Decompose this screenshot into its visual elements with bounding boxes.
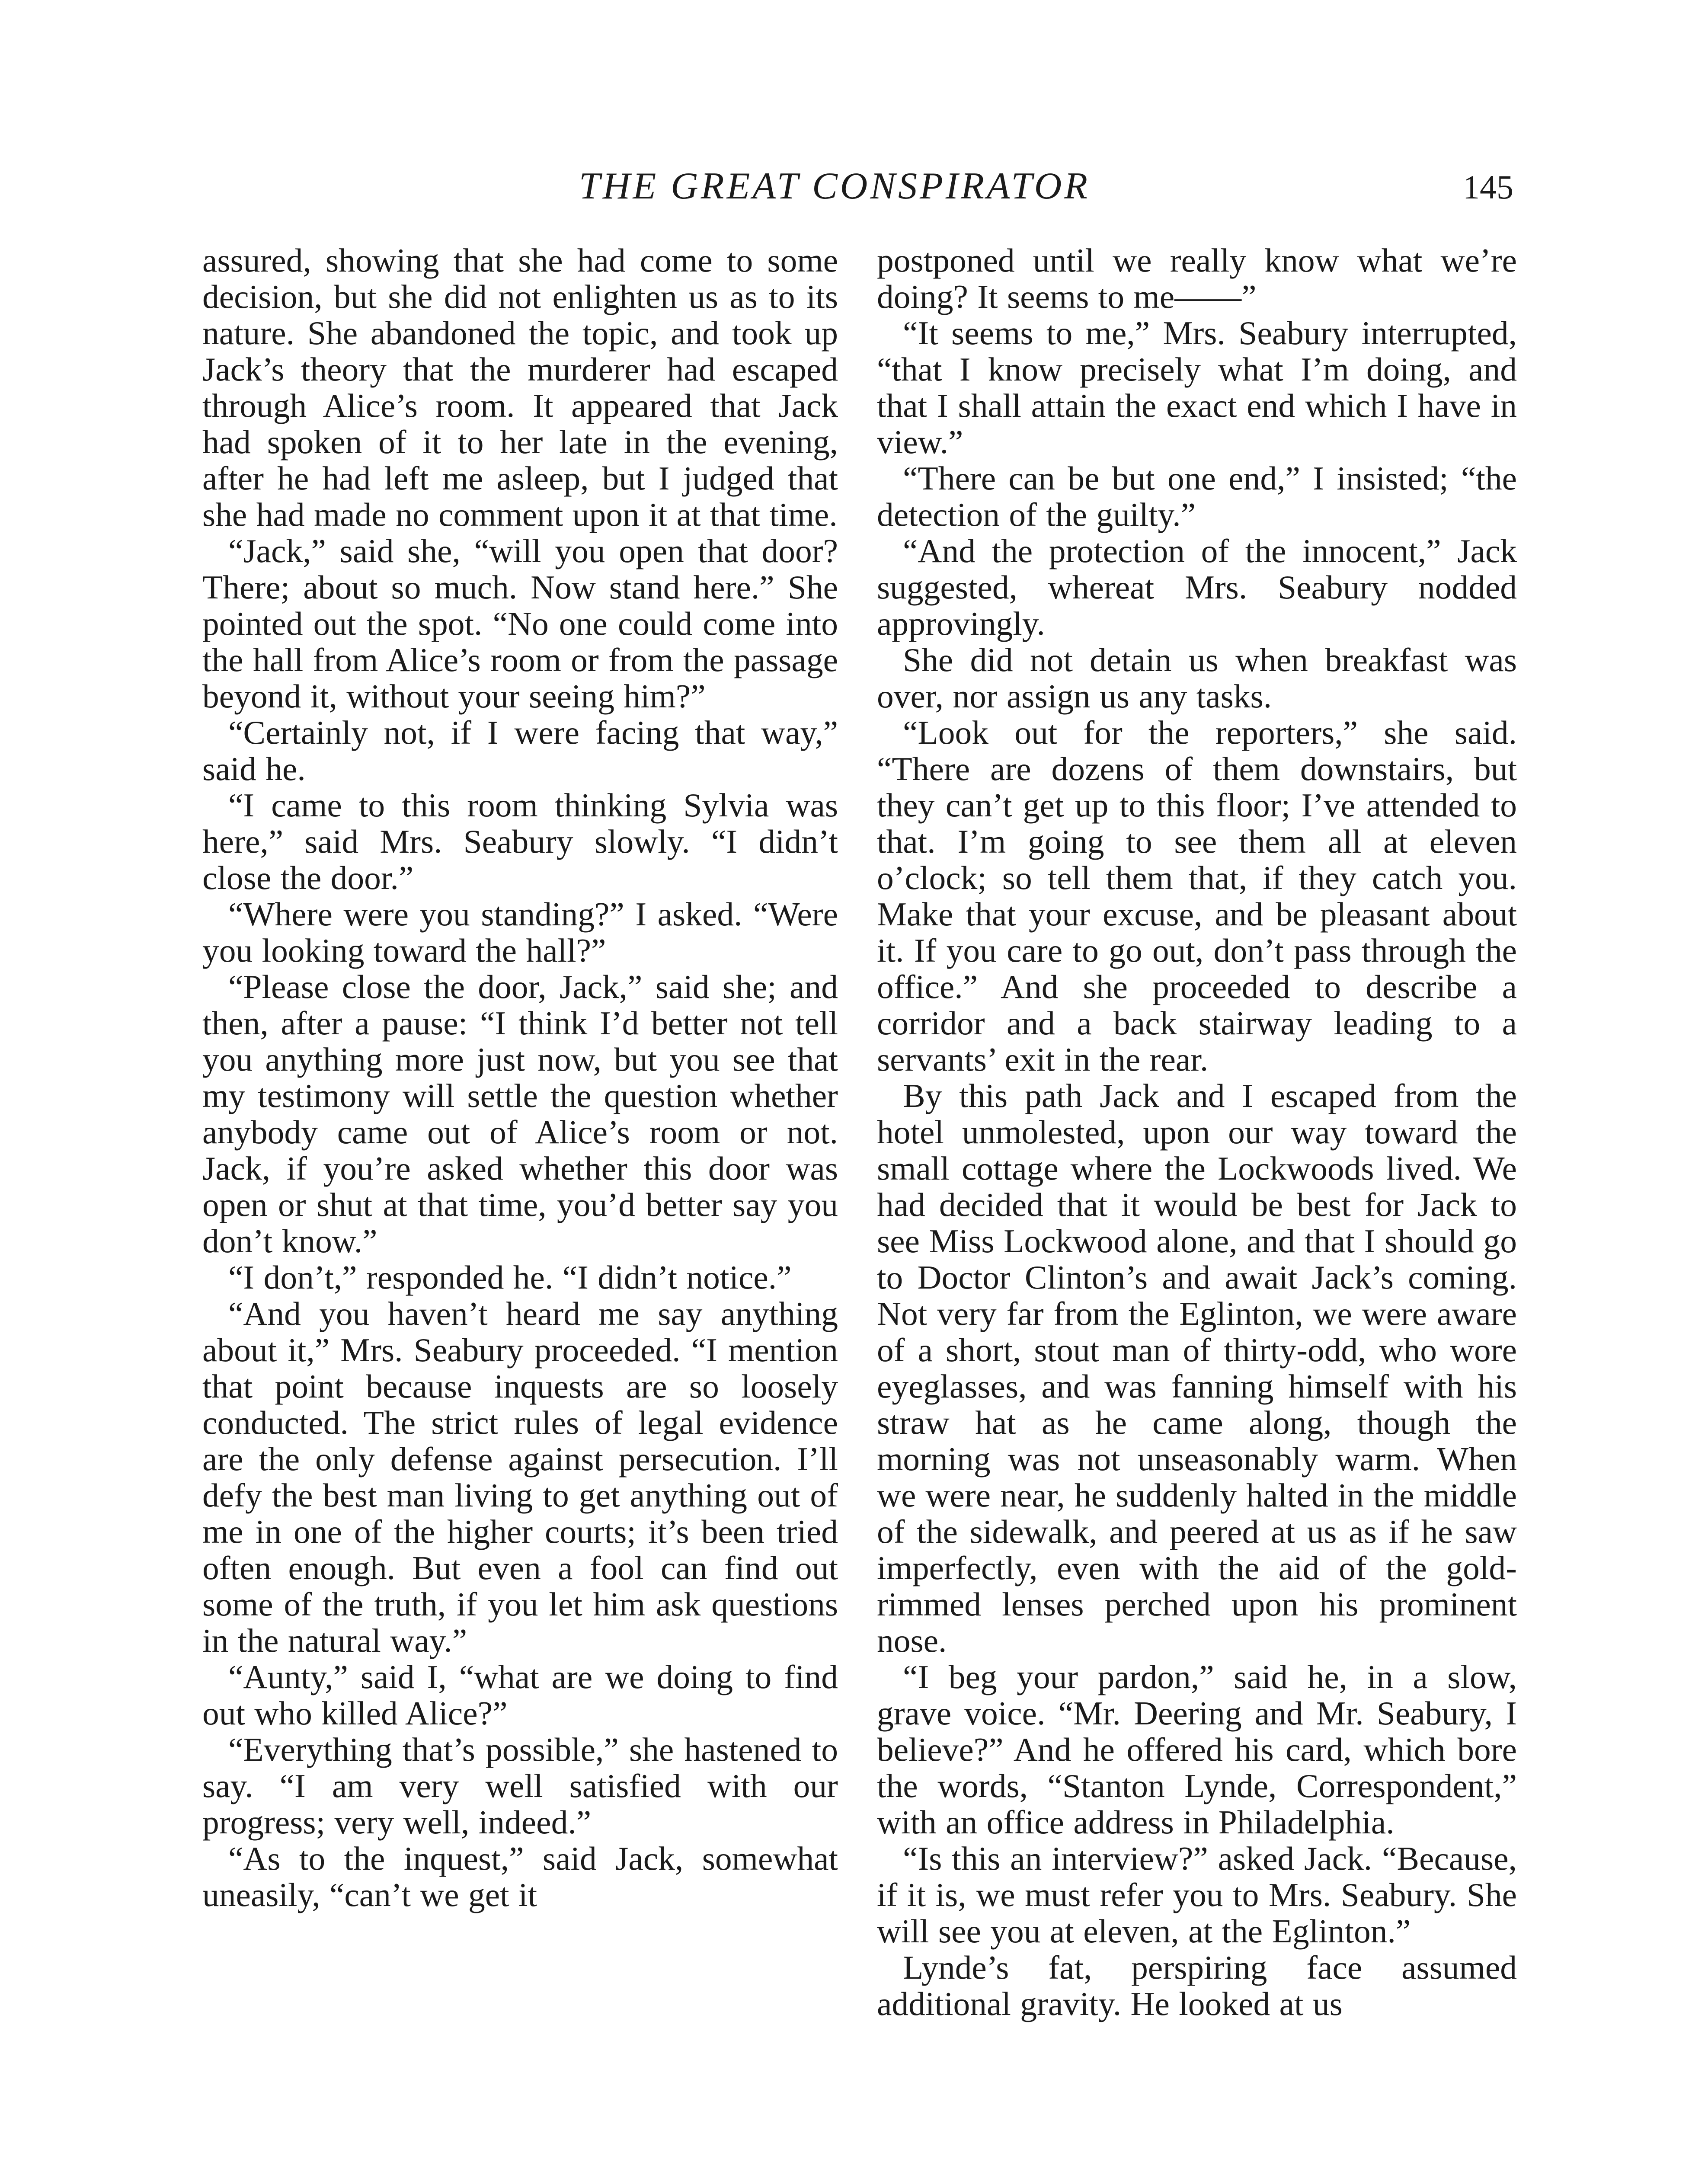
paragraph: “Look out for the reporters,” she said. “There are dozens of them downstairs, but they can’t get up to this floor; I’ve attended to that. I’m going to see them all at eleven o’clock; so tell them that, if they catch you. Make that your excuse, and be pleasant about it. If you care to go out, don’t pass through the office.” And she proceeded to describe a corridor and a back stairway leading to a servants’ exit in the rear. [877,714,1517,1078]
paragraph: “I beg your pardon,” said he, in a slow, grave voice. “Mr. Deering and Mr. Seabury, I believe?” And he offered his card, which bore the words, “Stanton Lynde, Correspondent,” with an office address in Philadelphia. [877,1658,1517,1841]
paragraph: “Is this an interview?” asked Jack. “Because, if it is, we must refer you to Mrs. Seabury. She will see you at eleven, at the Eglinton.” [877,1840,1517,1950]
paragraph: postponed until we really know what we’re doing? It seems to me——” [877,242,1517,315]
paragraph: By this path Jack and I escaped from the hotel unmolested, upon our way toward the small cottage where the Lockwoods lived. We had decided that it would be best for Jack to see Miss Lockwood alone, and that I should go to Doctor Clinton’s and await Jack’s coming. Not very far from the Eglinton, we were aware of a short, stout man of thirty-odd, who wore eyeglasses, and was fanning himself with his straw hat as he came along, though the morning was not unseasonably warm. When we were near, he suddenly halted in the middle of the sidewalk, and peered at us as if he saw imperfectly, even with the aid of the gold-rimmed lenses perched upon his prominent nose. [877,1077,1517,1659]
paragraph: “Where were you standing?” I asked. “Were you looking toward the hall?” [202,896,838,969]
left-column [202,242,838,1913]
paragraph: “And the protection of the innocent,” Jack suggested, whereat Mrs. Seabury nodded approvingly. [877,532,1517,642]
paragraph: “And you haven’t heard me say anything about it,” Mrs. Seabury proceeded. “I mention that point because inquests are so loosely conducted. The strict rules of legal evidence are the only defense against persecution. I’ll defy the best man living to get anything out of me in one of the higher courts; it’s been tried often enough. But even a fool can find out some of the truth, if you let him ask questions in the natural way.” [202,1295,838,1659]
paragraph: “It seems to me,” Mrs. Seabury interrupted, “that I know precisely what I’m doing, and that I shall attain the exact end which I have in view.” [877,314,1517,461]
paragraph: Lynde’s fat, perspiring face assumed additional gravity. He looked at us [877,1949,1517,2022]
paragraph: “There can be but one end,” I insisted; “the detection of the guilty.” [877,460,1517,533]
paragraph: “Certainly not, if I were facing that way,” said he. [202,714,838,787]
paragraph: “Everything that’s possible,” she hastened to say. “I am very well satisfied with our progress; very well, indeed.” [202,1731,838,1841]
paragraph: “I came to this room thinking Sylvia was here,” said Mrs. Seabury slowly. “I didn’t close the door.” [202,787,838,896]
paragraph: assured, showing that she had come to some decision, but she did not enlighten us as to its nature. She abandoned the topic, and took up Jack’s theory that the murderer had escaped through Alice’s room. It appeared that Jack had spoken of it to her late in the evening, after he had left me asleep, but I judged that she had made no comment upon it at that time. [202,242,838,533]
paragraph: “Please close the door, Jack,” said she; and then, after a pause: “I think I’d better not tell you anything more just now, but you see that my testimony will settle the question whether anybody came out of Alice’s room or not. Jack, if you’re asked whether this door was open or shut at that time, you’d better say you don’t know.” [202,968,838,1260]
paragraph: “Aunty,” said I, “what are we doing to find out who killed Alice?” [202,1658,838,1732]
right-column [877,242,1517,2022]
page-number: 145 [1463,168,1513,206]
paragraph: “I don’t,” responded he. “I didn’t notice.” [228,1259,792,1296]
paragraph: “Jack,” said she, “will you open that door? There; about so much. Now stand here.” She pointed out the spot. “No one could come into the hall from Alice’s room or from the passage beyond it, without your seeing him?” [202,532,838,715]
paragraph: She did not detain us when breakfast was over, nor assign us any tasks. [877,641,1517,715]
paragraph: “As to the inquest,” said Jack, somewhat uneasily, “can’t we get it [202,1840,838,1913]
running-title: THE GREAT CONSPIRATOR [579,165,1091,207]
